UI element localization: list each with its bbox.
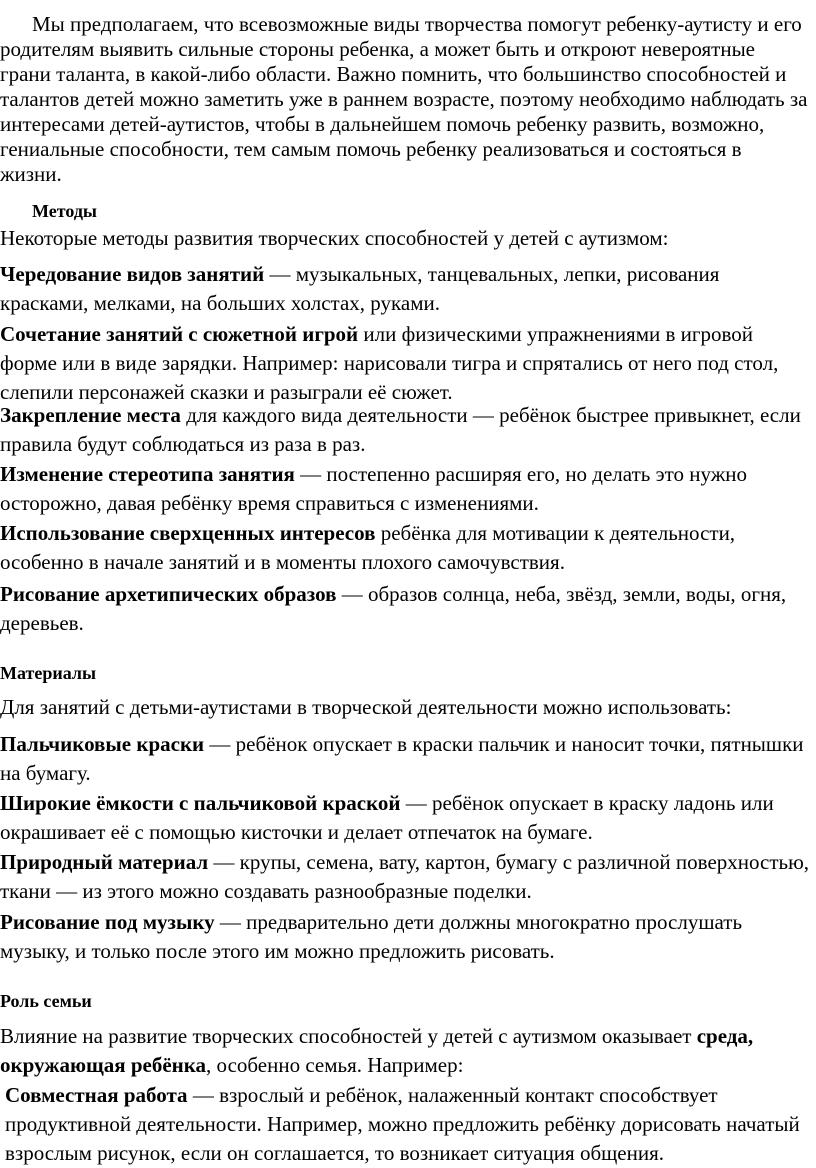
family-heading: Роль семьи bbox=[0, 991, 92, 1011]
method-text: для каждого вида деятельности — ребёнок быстрее привыкнет, если правила будут соблюдаться из раза в раз. bbox=[0, 403, 801, 456]
method-text: ребёнка для мотивации к деятельности, особенно в начале занятий и в моменты плохого самочувствия. bbox=[0, 521, 736, 574]
method-text: — музыкальных, танцевальных, лепки, рисования красками, мелками, на больших холстах, руками. bbox=[0, 262, 720, 315]
family-intro-tail: , особенно семья. Например: bbox=[206, 1053, 464, 1077]
method-item-5 bbox=[0, 519, 812, 577]
material-term: Пальчиковые краски bbox=[0, 732, 205, 756]
materials-heading: Материалы bbox=[0, 663, 97, 683]
material-item-1 bbox=[0, 730, 812, 788]
method-item-6 bbox=[0, 580, 812, 638]
material-term: Природный материал bbox=[0, 850, 209, 874]
family-intro-emphasis: среда, окружающая ребёнка bbox=[0, 1024, 754, 1077]
family-intro bbox=[0, 1022, 812, 1080]
method-text: — постепенно расширяя его, но делать это нужно осторожно, давая ребёнку время справиться с изменениями. bbox=[0, 462, 747, 515]
method-text: — образов солнца, неба, звёзд, земли, воды, огня, деревьев. bbox=[0, 582, 787, 635]
materials-intro: Для занятий с детьми-аутистами в творческой деятельности можно использовать: bbox=[0, 695, 732, 719]
methods-heading: Методы bbox=[32, 201, 97, 221]
method-term: Сочетание занятий с сюжетной игрой bbox=[0, 322, 359, 346]
method-term: Использование сверхценных интересов bbox=[0, 521, 376, 545]
family-intro-text: Влияние на развитие творческих способностей у детей с аутизмом оказывает bbox=[0, 1024, 697, 1048]
material-item-2 bbox=[0, 789, 812, 847]
methods-intro: Некоторые методы развития творческих способностей у детей с аутизмом: bbox=[0, 226, 669, 250]
method-item-4 bbox=[0, 460, 812, 518]
method-term: Рисование архетипических образов bbox=[0, 582, 337, 606]
material-text: — ребёнок опускает в краски пальчик и наносит точки, пятнышки на бумагу. bbox=[0, 732, 804, 785]
family-item-1 bbox=[0, 1081, 812, 1168]
material-term: Широкие ёмкости с пальчиковой краской bbox=[0, 791, 401, 815]
family-term: Совместная работа bbox=[5, 1083, 188, 1107]
material-text: — ребёнок опускает в краску ладонь или окрашивает её с помощью кисточки и делает отпечаток на бумаге. bbox=[0, 791, 774, 844]
material-item-4 bbox=[0, 908, 812, 966]
material-term: Рисование под музыку bbox=[0, 910, 215, 934]
method-item-3 bbox=[0, 401, 812, 459]
method-term: Изменение стереотипа занятия bbox=[0, 462, 295, 486]
material-item-3 bbox=[0, 848, 812, 906]
method-item-2 bbox=[0, 320, 812, 407]
intro-paragraph: Мы предполагаем, что всевозможные виды творчества помогут ребенку-аутисту и его родителям выявить сильные стороны ребенка, а может быть и откроют невероятные грани таланта, в какой-либо области. Важно помнить, что большинство способностей и талантов детей можно заметить уже в раннем возрасте, поэтому необходимо наблюдать за интересами детей-аутистов, чтобы в дальнейшем помочь ребенку развить, возможно, гениальные способности, тем самым помочь ребенку реализоваться и состояться в жизни. bbox=[0, 12, 808, 186]
method-item-1 bbox=[0, 260, 812, 318]
method-term: Чередование видов занятий bbox=[0, 262, 265, 286]
method-text: или физическими упражнениями в игровой форме или в виде зарядки. Например: нарисовали тигра и спрятались от него под стол, слепили персонажей сказки и разыграли её сюжет. bbox=[0, 322, 779, 404]
material-text: — крупы, семена, вату, картон, бумагу с различной поверхностью, ткани — из этого можно создавать разнообразные поделки. bbox=[0, 850, 810, 903]
family-text: — взрослый и ребёнок, налаженный контакт способствует продуктивной деятельности. Например, можно предложить ребёнку дорисовать начатый взрослым рисунок, если он соглашается, то возникает ситуация общения. bbox=[5, 1083, 800, 1165]
method-term: Закрепление места bbox=[0, 403, 181, 427]
material-text: — предварительно дети должны многократно прослушать музыку, и только после этого им можно предложить рисовать. bbox=[0, 910, 743, 963]
